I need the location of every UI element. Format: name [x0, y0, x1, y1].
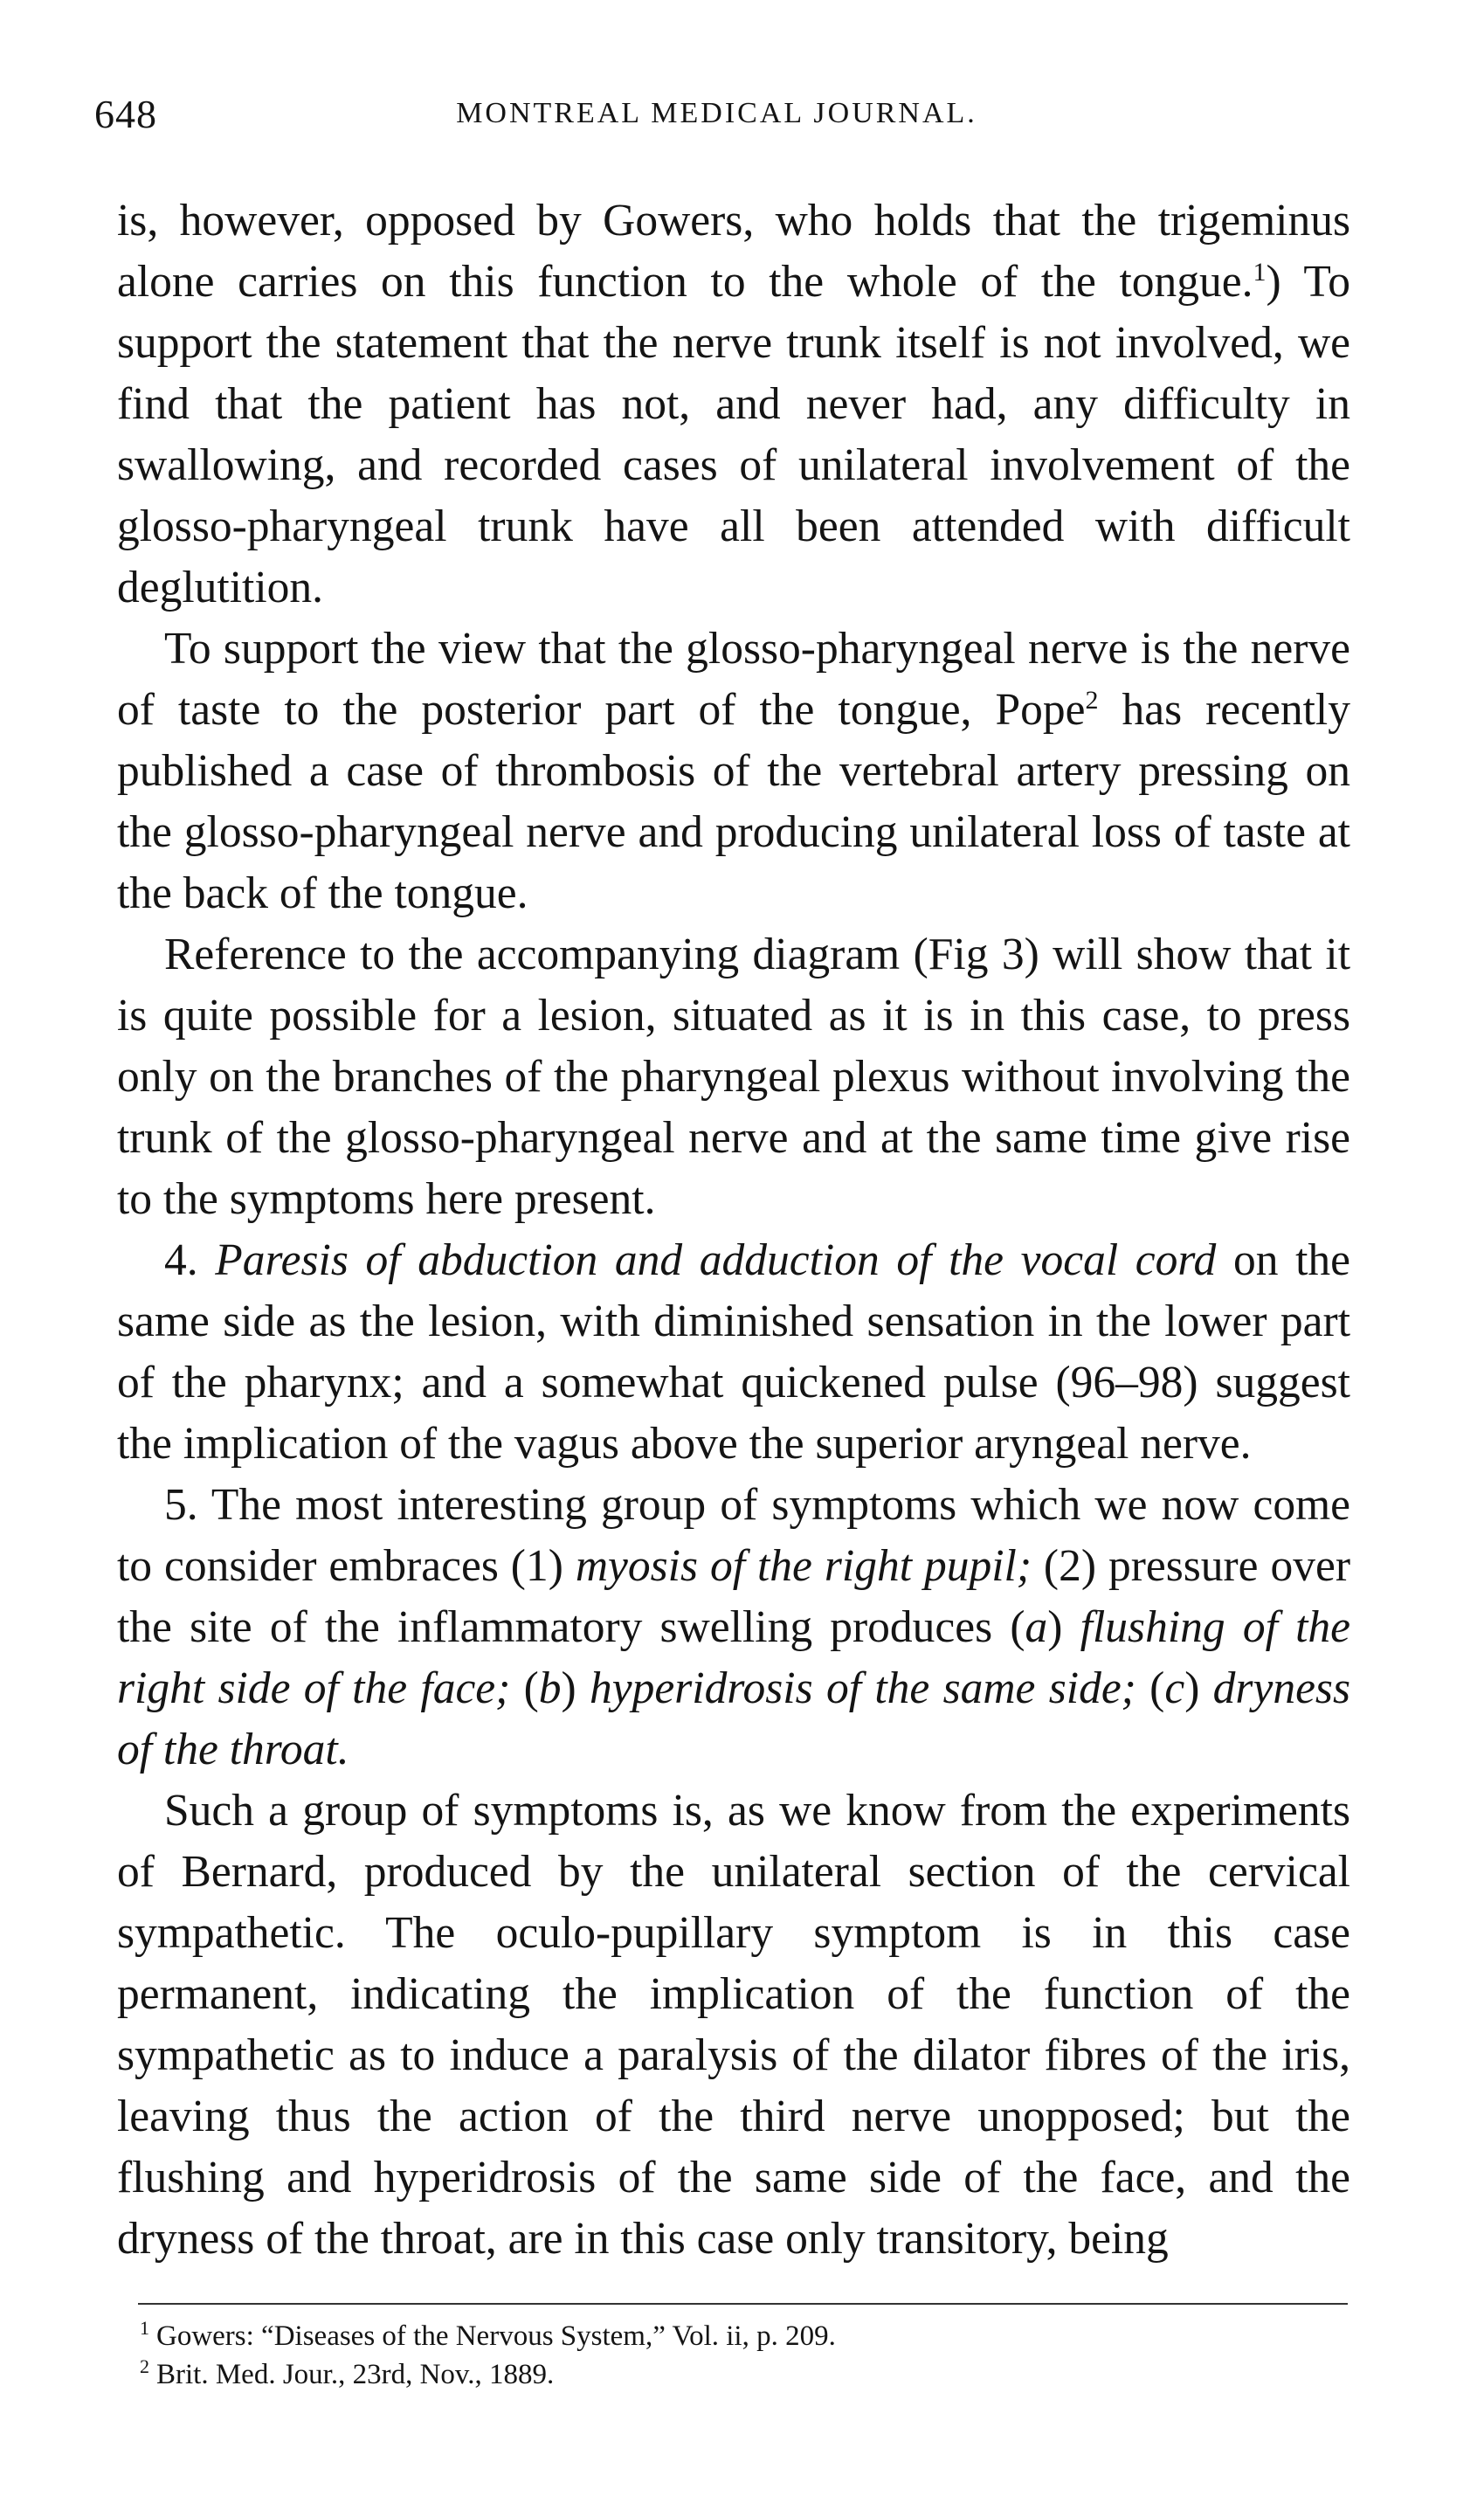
paragraph-text: has recently published a case of thrombosis of the vertebral artery pressing on the glosso-pharyngeal nerve and producing unilateral loss of taste at the back of the tongue. — [117, 685, 1350, 918]
footnotes — [140, 2317, 1345, 2394]
footnote-2 — [140, 2355, 1345, 2394]
italic-letter: c — [1164, 1663, 1185, 1713]
paragraph-number: 4. — [164, 1235, 198, 1285]
footnote-ref: 2 — [1085, 685, 1099, 715]
article-body — [117, 190, 1350, 2270]
footnote-ref: 1 — [1253, 257, 1267, 287]
italic-letter: b — [538, 1663, 562, 1713]
paragraph-text: ( — [1135, 1663, 1165, 1713]
paragraph-vocal-cord — [117, 1230, 1350, 1475]
italic-symptom: hyperidrosis of the same side; — [590, 1663, 1136, 1713]
paragraph-text: ) To support the statement that the nerve trunk itself is not involved, we find that the patient has not, and never had, any difficulty in swallowing, and recorded cases of unilateral involvement of the glosso-pharyngeal trunk have all been attended with difficult deglutition. — [117, 257, 1350, 612]
journal-title: MONTREAL MEDICAL JOURNAL. — [456, 97, 977, 129]
italic-symptom: dryness of the throat. — [117, 1663, 1351, 1774]
paragraph-symptoms — [117, 1475, 1350, 1781]
paragraph-text: ) — [561, 1663, 590, 1713]
paragraph-text: To support the view that the glosso-pharyngeal nerve is the nerve of taste to the posterior part of the tongue, Pope — [117, 624, 1350, 735]
paragraph-text: ) — [1047, 1602, 1080, 1652]
footnote-mark: 2 — [140, 2355, 149, 2377]
italic-symptom: flushing of the right side of the face; — [117, 1602, 1350, 1713]
paragraph-pope — [117, 619, 1350, 924]
footnote-divider — [138, 2303, 1348, 2305]
paragraph-text: ( — [510, 1663, 539, 1713]
paragraph-text: (2) pressure over the site of the inflammatory swelling produces ( — [117, 1541, 1350, 1652]
paragraph-diagram-reference: Reference to the accompanying diagram (Fig 3) will show that it is quite possible for a lesion, situated as it is in this case, to press only on the branches of the pharyngeal plexus without involving the trunk of the glosso-pharyngeal nerve and at the same time give rise to the symptoms here present. — [117, 930, 1350, 1224]
paragraph-text: ) — [1184, 1663, 1213, 1713]
footnote-mark: 1 — [140, 2317, 149, 2339]
running-head — [94, 87, 1339, 140]
footnote-1 — [140, 2317, 1345, 2355]
paragraph-text: on the same side as the lesion, with diminished sensation in the lower part of the pharynx; and a somewhat quickened pulse (96–98) suggest the implication of the vagus above the superior aryngeal nerve. — [117, 1235, 1351, 1469]
italic-letter: a — [1025, 1602, 1048, 1652]
paragraph-text: 5. The most interesting group of symptoms which we now come to consider embraces (1) — [117, 1480, 1350, 1591]
page-number: 648 — [94, 91, 157, 136]
footnote-text: Brit. Med. Jour., 23rd, Nov., 1889. — [156, 2359, 555, 2390]
italic-heading: Paresis of abduction and adduction of the vocal cord — [215, 1235, 1217, 1285]
paragraph-bernard: Such a group of symptoms is, as we know from the experiments of Bernard, produced by the unilateral section of the cervical sympathetic. The oculo-pupillary symptom is in this case permanent, indicating the implication of the function of the sympathetic as to induce a paralysis of the dilator fibres of the iris, leaving thus the action of the third nerve unopposed; but the flushing and hyperidrosis of the same side of the face, and the dryness of the throat, are in this case only transitory, being — [117, 1786, 1350, 2264]
italic-symptom: myosis of the right pupil; — [575, 1541, 1032, 1591]
paragraph-gowers — [117, 190, 1350, 619]
footnote-text: Gowers: “Diseases of the Nervous System,” Vol. ii, p. 209. — [156, 2320, 836, 2352]
paragraph-text: is, however, opposed by Gowers, who holds that the trigeminus alone carries on this function to the whole of the tongue. — [117, 196, 1350, 307]
